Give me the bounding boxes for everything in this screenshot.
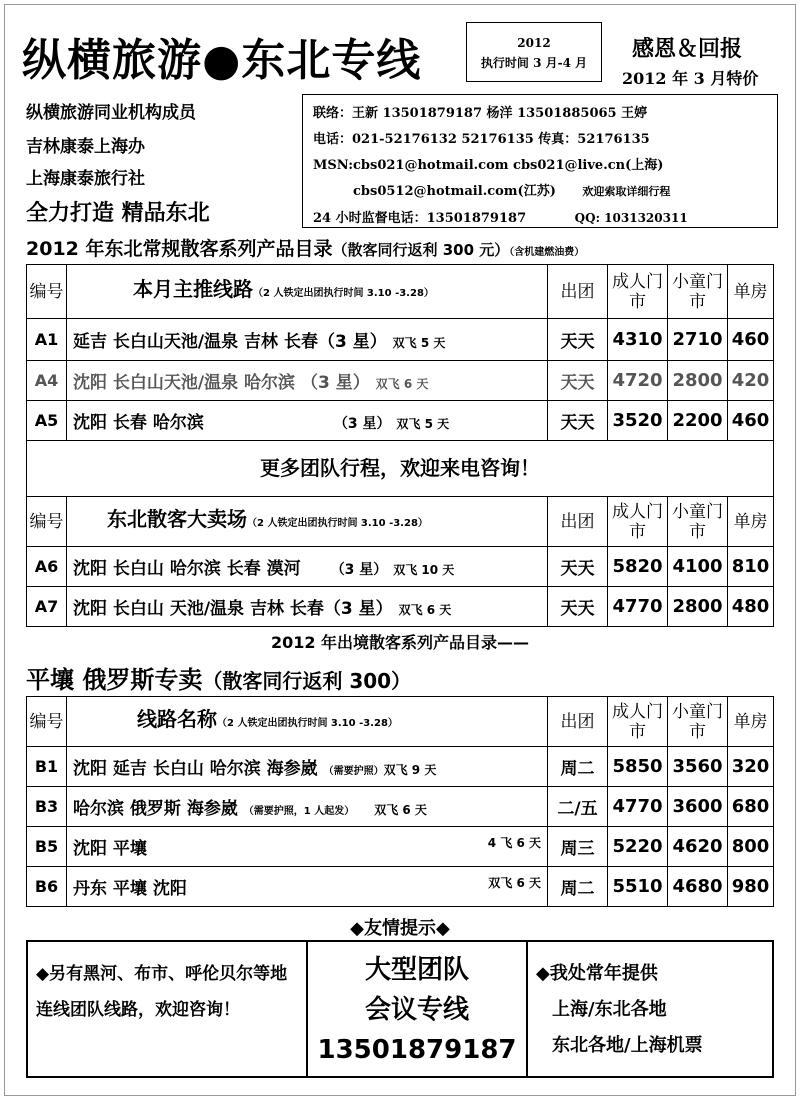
table-row — [27, 401, 774, 441]
tips-mid-line-1: 大型团队 — [364, 955, 469, 985]
table-row — [27, 867, 774, 907]
route-duration: 双飞 10 天 — [393, 563, 455, 577]
tips-title: ◆友情提示◆ — [350, 918, 450, 939]
contact-box — [302, 94, 778, 228]
row-child-price: 2710 — [668, 319, 728, 361]
route-text: 沈阳 平壤 — [73, 839, 147, 859]
route-text: 沈阳 延吉 长白山 哈尔滨 海参崴 — [73, 759, 318, 779]
col-single: 单房 — [728, 497, 774, 547]
table-header-row — [27, 497, 774, 547]
row-adult-price: 4770 — [608, 587, 668, 627]
col-departure: 出团 — [548, 497, 608, 547]
contact-line-1: 联络：王新 13501879187 杨洋 13501885065 王婷 — [313, 106, 648, 121]
row-departure: 天天 — [548, 401, 608, 441]
row-child-price: 4100 — [668, 547, 728, 587]
contact-line-3: MSN:cbs021@hotmail.com cbs021@live.cn(上海) — [313, 158, 664, 173]
row-departure: 周二 — [548, 747, 608, 787]
route-text: 沈阳 长白山 哈尔滨 长春 漠河 — [73, 559, 301, 579]
row-code: B6 — [27, 867, 67, 907]
table-row — [27, 547, 774, 587]
col-title — [67, 697, 548, 747]
tips-box — [26, 940, 774, 1078]
slogan: 全力打造 精品东北 — [26, 201, 210, 226]
row-adult-price: 3520 — [608, 401, 668, 441]
row-departure: 周二 — [548, 867, 608, 907]
col-child: 小童门市 — [668, 697, 728, 747]
route-duration: 双飞 9 天 — [383, 763, 437, 777]
row-single-price: 480 — [728, 587, 774, 627]
col-title-text: 线路名称 — [137, 707, 217, 731]
table-row — [27, 319, 774, 361]
route-note: （需要护照，1 人起发） — [243, 806, 355, 817]
route-duration: 双飞 6 天 — [488, 876, 541, 890]
contact-line-4 — [313, 179, 767, 205]
col-single: 单房 — [728, 697, 774, 747]
date-period: 执行时间 3 月-4 月 — [480, 56, 588, 70]
route-text: 哈尔滨 俄罗斯 海参崴 — [73, 799, 238, 819]
row-child-price: 3600 — [668, 787, 728, 827]
section2-rebate: （散客同行返利 300） — [202, 669, 412, 693]
contact-line-5 — [313, 205, 767, 232]
row-child-price: 4680 — [668, 867, 728, 907]
col-adult: 成人门市 — [608, 497, 668, 547]
col-departure: 出团 — [548, 265, 608, 319]
row-adult-price: 5220 — [608, 827, 668, 867]
row-code: B3 — [27, 787, 67, 827]
contact-hotline: 24 小时监督电话：13501879187 — [313, 211, 527, 226]
row-single-price: 680 — [728, 787, 774, 827]
row-departure: 周三 — [548, 827, 608, 867]
date-year: 2012 — [517, 36, 551, 50]
col-adult: 成人门市 — [608, 265, 668, 319]
row-code: A5 — [27, 401, 67, 441]
route-text: 沈阳 长白山 天池/温泉 吉林 长春（3 星） — [73, 599, 393, 619]
row-child-price: 2800 — [668, 361, 728, 401]
route-star: （3 星） — [330, 562, 388, 578]
tips-mid-line-2: 会议专线 — [364, 995, 469, 1025]
col-code: 编号 — [27, 697, 67, 747]
route-note: （需要护照） — [323, 766, 384, 777]
route-text: 沈阳 长春 哈尔滨 — [73, 413, 204, 433]
tips-right-line-1: ◆我处常年提供 — [536, 963, 658, 984]
table-bargain-routes — [26, 496, 774, 627]
org-line-1: 纵横旅游同业机构成员 — [26, 103, 196, 123]
tips-right-line-3: 东北各地/上海机票 — [552, 1035, 703, 1056]
row-route — [67, 401, 548, 441]
table-row — [27, 747, 774, 787]
row-adult-price: 5820 — [608, 547, 668, 587]
section1-title — [26, 234, 584, 261]
col-child: 小童门市 — [668, 497, 728, 547]
table-header-row — [27, 697, 774, 747]
special-offer-label: 2012 年 3 月特价 — [622, 69, 759, 88]
row-code: A7 — [27, 587, 67, 627]
col-adult: 成人门市 — [608, 697, 668, 747]
route-text: 丹东 平壤 沈阳 — [73, 879, 187, 899]
row-route — [67, 867, 548, 907]
row-route — [67, 787, 548, 827]
tips-right — [536, 956, 772, 1064]
table-header-row — [27, 265, 774, 319]
table-outbound-routes — [26, 696, 774, 907]
thanks-heading: 感恩＆回报 — [632, 37, 743, 62]
row-departure: 天天 — [548, 361, 608, 401]
section1-note: （含机建燃油费） — [509, 247, 585, 258]
col-child: 小童门市 — [668, 265, 728, 319]
row-single-price: 800 — [728, 827, 774, 867]
route-duration: 双飞 6 天 — [398, 603, 452, 617]
row-child-price: 4620 — [668, 827, 728, 867]
col-title — [67, 497, 548, 547]
row-child-price: 2200 — [668, 401, 728, 441]
row-adult-price: 4770 — [608, 787, 668, 827]
section1-title-text: 2012 年东北常规散客系列产品目录 — [26, 238, 333, 260]
row-route — [67, 827, 548, 867]
row-code: B5 — [27, 827, 67, 867]
table-row — [27, 787, 774, 827]
row-code: A4 — [27, 361, 67, 401]
route-text: 沈阳 长白山天池/温泉 哈尔滨 （3 星） — [73, 373, 370, 393]
col-title-note: （2 人铁定出团执行时间 3.10 -3.28） — [247, 518, 428, 529]
section2-title — [26, 660, 411, 695]
row-code: A6 — [27, 547, 67, 587]
row-departure: 天天 — [548, 587, 608, 627]
row-code: A1 — [27, 319, 67, 361]
col-departure: 出团 — [548, 697, 608, 747]
row-departure: 二/五 — [548, 787, 608, 827]
row-route — [67, 747, 548, 787]
col-code: 编号 — [27, 265, 67, 319]
row-adult-price: 4310 — [608, 319, 668, 361]
table-row — [27, 587, 774, 627]
col-title-note: （2 人铁定出团执行时间 3.10 -3.28） — [253, 288, 434, 299]
section2-subtitle: 2012 年出境散客系列产品目录—— — [270, 633, 530, 652]
table-row — [27, 361, 774, 401]
row-adult-price: 5510 — [608, 867, 668, 907]
row-single-price: 420 — [728, 361, 774, 401]
section1-rebate: （散客同行返利 300 元） — [332, 241, 510, 259]
contact-qq: QQ: 1031320311 — [574, 211, 688, 225]
table-featured-routes — [26, 264, 774, 441]
row-departure: 天天 — [548, 319, 608, 361]
section2-title-text: 平壤 俄罗斯专卖 — [26, 666, 203, 694]
row-route — [67, 319, 548, 361]
tips-hotline: 13501879187 — [317, 1035, 517, 1065]
route-duration: 双飞 5 天 — [396, 417, 450, 431]
more-tours-banner: 更多团队行程，欢迎来电咨询！ — [26, 440, 774, 496]
col-code: 编号 — [27, 497, 67, 547]
row-adult-price: 5850 — [608, 747, 668, 787]
row-departure: 天天 — [548, 547, 608, 587]
route-text: 延吉 长白山天池/温泉 吉林 长春（3 星） — [73, 332, 387, 352]
tips-divider — [526, 942, 528, 1076]
row-single-price: 460 — [728, 319, 774, 361]
date-box — [466, 22, 602, 82]
tips-right-line-2: 上海/东北各地 — [552, 999, 667, 1020]
route-duration: 4 飞 6 天 — [487, 836, 541, 850]
route-duration: 双飞 5 天 — [392, 336, 446, 350]
row-adult-price: 4720 — [608, 361, 668, 401]
row-single-price: 810 — [728, 547, 774, 587]
row-single-price: 320 — [728, 747, 774, 787]
main-title: 纵横旅游●东北专线 — [22, 35, 422, 86]
route-star: （3 星） — [333, 416, 391, 432]
row-route — [67, 361, 548, 401]
contact-email-jiangsu: cbs0512@hotmail.com(江苏) — [353, 184, 556, 199]
tips-middle — [308, 950, 526, 1070]
col-title — [67, 265, 548, 319]
col-title-note: （2 人铁定出团执行时间 3.10 -3.28） — [217, 718, 398, 729]
contact-line-2: 电话：021-52176132 52176135 传真：52176135 — [313, 132, 650, 147]
row-route — [67, 547, 548, 587]
row-route — [67, 587, 548, 627]
row-code: B1 — [27, 747, 67, 787]
col-single: 单房 — [728, 265, 774, 319]
route-duration: 双飞 6 天 — [375, 377, 429, 391]
col-title-text: 东北散客大卖场 — [107, 507, 247, 531]
org-line-3: 上海康泰旅行社 — [26, 169, 145, 189]
table-row — [27, 827, 774, 867]
tips-left: ◆另有黑河、布市、呼伦贝尔等地连线团队线路，欢迎咨询！ — [36, 964, 288, 1020]
route-duration: 双飞 6 天 — [374, 803, 427, 817]
col-title-text: 本月主推线路 — [133, 277, 253, 301]
contact-itinerary-note: 欢迎索取详细行程 — [582, 185, 671, 198]
org-line-2: 吉林康泰上海办 — [26, 137, 145, 157]
row-child-price: 3560 — [668, 747, 728, 787]
row-single-price: 980 — [728, 867, 774, 907]
row-single-price: 460 — [728, 401, 774, 441]
row-child-price: 2800 — [668, 587, 728, 627]
